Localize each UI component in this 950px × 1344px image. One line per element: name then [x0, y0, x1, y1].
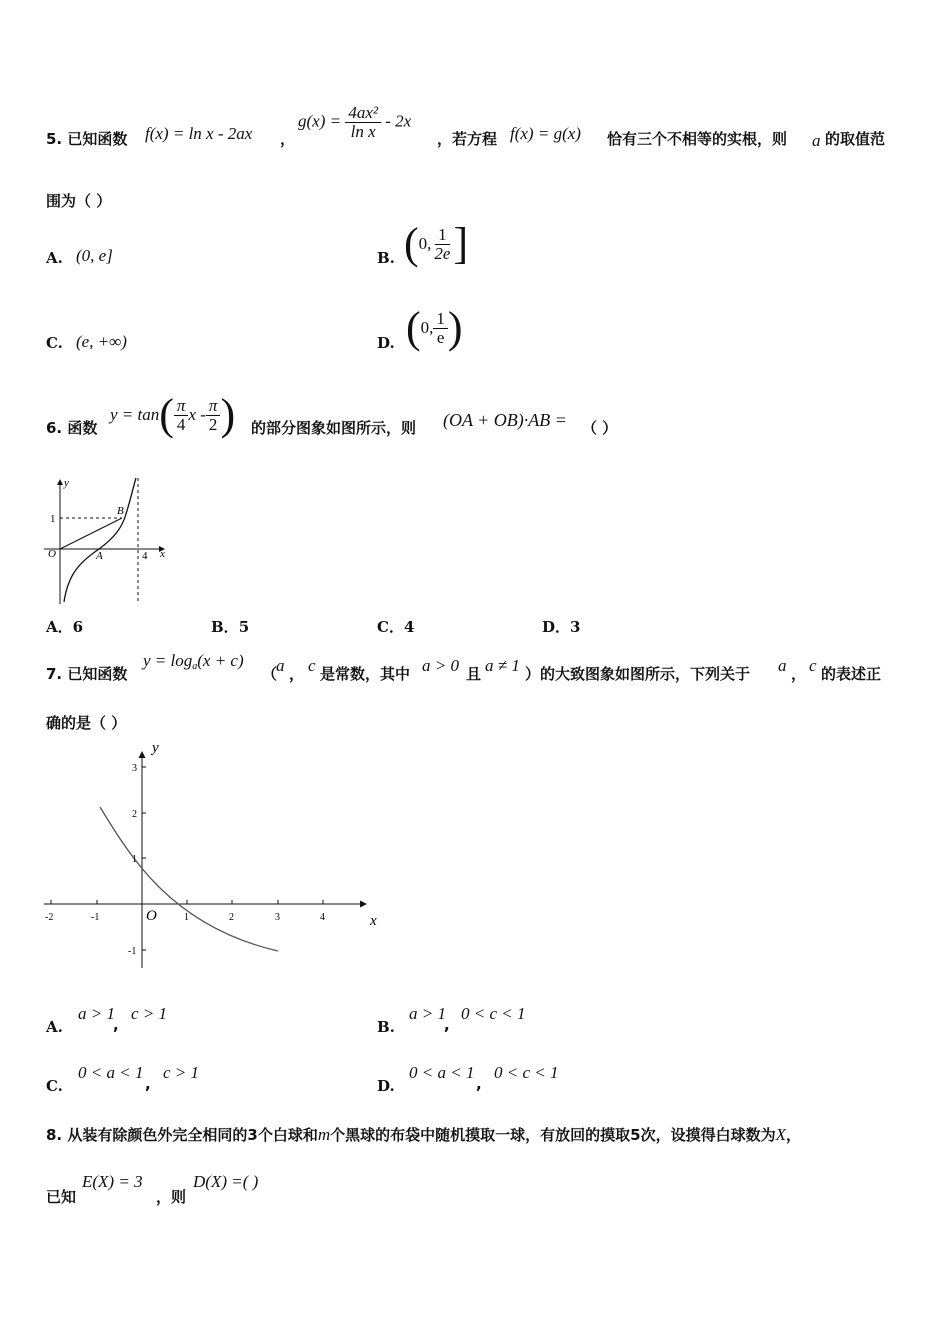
q8-line1	[46, 1124, 801, 1145]
q8-text5: ，	[785, 1126, 801, 1144]
q5-equation: f(x) = g(x)	[510, 124, 581, 143]
q8-expectation: E(X) = 3	[82, 1172, 143, 1191]
q7-option-d-label: D.	[377, 1077, 395, 1095]
q7-y-tick-label: -1	[128, 946, 137, 957]
q6-tick-1: 1	[50, 513, 56, 525]
q6-number: 6.	[46, 419, 63, 437]
q7-option-c-c1: 0 < a < 1	[78, 1063, 144, 1082]
q7-text1: 是常数，其中	[320, 665, 411, 683]
q5-option-d-pre: 0,	[420, 318, 434, 337]
q7-x-label: x	[370, 913, 377, 929]
q7-y-label: y	[152, 740, 159, 756]
q7-x-tick-label: 4	[320, 912, 325, 923]
q6-origin-label: O	[48, 548, 56, 560]
q6-tan-curve	[64, 478, 136, 602]
q8-number: 8.	[46, 1126, 63, 1144]
q5-option-d-label: D.	[377, 334, 395, 352]
q7-x-tick-label: -2	[45, 912, 54, 923]
q7-cond2: a ≠ 1	[485, 656, 520, 675]
q7-x-tick-label: 2	[229, 912, 234, 923]
q8-text4: 次，设摸得白球数为	[640, 1126, 776, 1144]
q5-option-b-fraction	[431, 226, 453, 263]
q5-sep1: ，	[280, 130, 296, 148]
q6-tick-4: 4	[142, 550, 148, 562]
q7-option-d-c2: 0 < c < 1	[494, 1063, 559, 1082]
q7-option-c-comma: ,	[145, 1075, 151, 1093]
q5-option-d-value: (0, $\frac{1}{e}$ )	[406, 303, 463, 352]
q6-option-d	[542, 616, 580, 637]
q7-y-sub: a	[192, 661, 198, 672]
q5-lead: 已知函数	[67, 130, 128, 148]
q7-text3: 的表述正	[821, 665, 882, 683]
q7-option-d-c1: 0 < a < 1	[409, 1063, 475, 1082]
q5-option-b-value: (0, $\frac{1}{2e}$ ]	[404, 219, 469, 268]
q7-cond1: a > 0	[422, 656, 459, 675]
q5-var-a: a	[812, 131, 821, 150]
q6-option-b	[211, 616, 249, 637]
q7-y-tick-label: 2	[132, 809, 137, 820]
q7-option-c-c2: c > 1	[163, 1063, 200, 1082]
q7-option-a-comma: ,	[113, 1016, 119, 1034]
q8-line2-lead: 已知	[46, 1188, 77, 1206]
q7-number: 7.	[46, 665, 63, 683]
q5-g-fraction	[345, 104, 381, 141]
q6-frac2	[206, 397, 221, 434]
q5-number: 5.	[46, 130, 63, 148]
q7-sep2: ，	[791, 665, 807, 683]
q5-mid: ，若方程	[437, 130, 498, 148]
q6-point-b: B	[117, 505, 124, 517]
q7-x-tick-label: 3	[275, 912, 280, 923]
q7-text2: ）的大致图象如图所示，下列关于	[525, 665, 751, 683]
q6-line1-lead	[46, 417, 97, 438]
q5-tail: 恰有三个不相等的实根，则	[607, 130, 788, 148]
q6-y-label: y	[64, 477, 69, 489]
q7-sep: ，	[289, 665, 305, 683]
q6-point-a: A	[96, 550, 103, 562]
q7-a2: a	[778, 656, 787, 675]
q7-option-a-c2: c > 1	[131, 1004, 168, 1023]
q5-g-denominator: ln x	[350, 121, 376, 141]
q5-option-d-fraction	[433, 310, 448, 347]
q7-line2: 确的是（ ）	[46, 714, 127, 732]
q6-option-c-label: C．	[377, 618, 404, 636]
q7-x-tick-label: -1	[91, 912, 100, 923]
q7-option-b-c2: 0 < c < 1	[461, 1004, 526, 1023]
q6-option-c	[377, 616, 414, 637]
q5-option-a-value: (0, e]	[76, 246, 113, 265]
q6-option-d-value: 3	[570, 618, 581, 636]
q6-expression: (OA + OB)·AB =	[443, 410, 567, 430]
q7-origin-label: O	[146, 908, 157, 924]
q7-function	[143, 651, 244, 672]
q7-y-tick-label: 3	[132, 763, 137, 774]
q6-option-a-value: 6	[72, 618, 84, 636]
q6-option-b-value: 5	[238, 618, 250, 636]
q5-option-a-label: A.	[46, 249, 63, 267]
q6-option-a	[46, 616, 83, 637]
q6-frac2-den: 2	[208, 414, 218, 434]
q5-line2: 围为（ ）	[46, 192, 112, 210]
q5-option-b-num: 1	[435, 226, 450, 245]
q5-line1	[46, 128, 127, 149]
q6-lead: 函数	[67, 419, 98, 437]
q5-g-lhs: g(x) =	[298, 111, 342, 131]
q6-option-b-label: B．	[211, 618, 239, 636]
q7-y-def: y = log	[143, 651, 193, 670]
q6-function: y = tan( $\frac{\pi}{4}$ x - $\frac{\pi}{2}$ )	[110, 390, 236, 439]
q8-text2: 个白球和	[257, 1126, 318, 1144]
q5-f-def: f(x) = ln x - 2ax	[145, 124, 253, 143]
q6-frac1-num: π	[174, 397, 189, 416]
q8-text3: 个黑球的布袋中随机摸取一球，有放回的摸取	[330, 1126, 631, 1144]
q7-a: a	[276, 656, 285, 675]
q7-y-tick-label: 1	[132, 854, 137, 865]
q8-X: X	[775, 1125, 786, 1144]
q6-option-a-label: A．	[46, 618, 73, 636]
q7-lead: 已知函数	[67, 665, 128, 683]
q7-paren-open: （	[262, 665, 278, 683]
q6-option-d-label: D．	[542, 618, 571, 636]
q5-option-b-pre: 0,	[418, 234, 432, 253]
q8-text1: 从装有除颜色外完全相同的	[67, 1126, 248, 1144]
q7-y-arg: (x + c)	[197, 651, 244, 670]
q6-tail: （ ）	[582, 419, 618, 437]
q7-option-b-c1: a > 1	[409, 1004, 446, 1023]
q7-c2: c	[809, 656, 817, 675]
q5-option-b-den: 2e	[434, 243, 451, 263]
q6-segment-ob	[60, 518, 122, 549]
q5-option-d-num: 1	[433, 310, 448, 329]
q6-y-lhs: y = tan	[110, 405, 160, 424]
q7-option-d-comma: ,	[476, 1075, 482, 1093]
q7-option-a-label: A.	[46, 1018, 63, 1036]
q5-g-tail: - 2x	[385, 111, 412, 131]
q8-n-draw: 5	[630, 1126, 641, 1144]
q8-n-white: 3	[247, 1126, 258, 1144]
q5-tail2: 的取值范	[825, 130, 886, 148]
q7-log-curve	[100, 807, 278, 951]
q6-frac2-num: π	[206, 397, 221, 416]
q5-g-numerator: 4ax²	[345, 104, 381, 123]
q7-option-b-comma: ,	[444, 1016, 450, 1034]
q8-variance: D(X) =( )	[193, 1172, 259, 1191]
q7-and: 且	[466, 665, 482, 683]
q5-option-d-den: e	[436, 327, 445, 347]
q6-frac1-den: 4	[176, 414, 186, 434]
q8-m: m	[317, 1125, 331, 1144]
q7-x-tick-label: 1	[184, 912, 189, 923]
q7-line1-lead	[46, 663, 127, 684]
q8-text6: ，则	[156, 1188, 187, 1206]
q5-option-c-value: (e, +∞)	[76, 332, 127, 351]
q6-frac1	[174, 397, 189, 434]
q6-mid: 的部分图象如图所示，则	[251, 419, 417, 437]
q5-g-def	[298, 104, 411, 141]
q6-graph	[44, 474, 174, 608]
q7-option-b-label: B.	[377, 1018, 395, 1036]
q5-option-c-label: C.	[46, 334, 63, 352]
q5-option-b-label: B.	[377, 249, 395, 267]
q6-option-c-value: 4	[403, 618, 415, 636]
q6-x-label: x	[160, 548, 165, 560]
q7-graph	[40, 740, 385, 972]
q7-option-a-c1: a > 1	[78, 1004, 115, 1023]
q7-option-c-label: C.	[46, 1077, 63, 1095]
q7-c: c	[308, 656, 316, 675]
q6-mid-x: x -	[188, 405, 206, 424]
